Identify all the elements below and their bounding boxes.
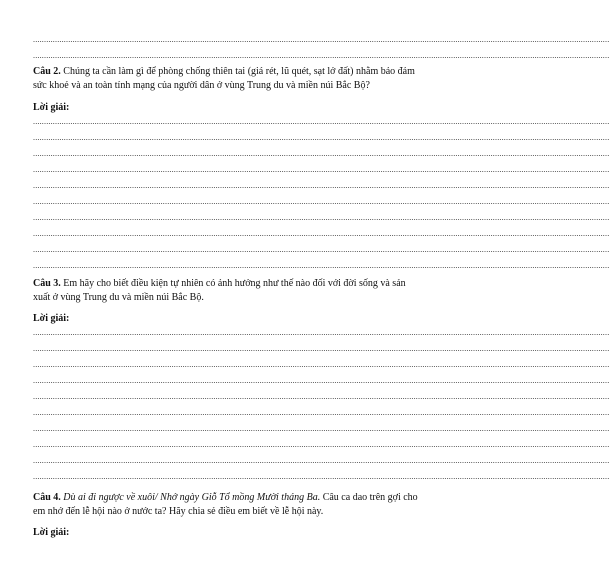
- answer-line: ......................................................................................................................................................................................................................................................................: [33, 133, 609, 142]
- question-3-text: Em hãy cho biết điều kiện tự nhiên có ảnh hưởng như thế nào đối với đời sống và sản xuất ở vùng Trung du và miền núi Bắc Bộ.: [33, 278, 406, 303]
- question-4-answer-label: Lời giải:: [33, 527, 70, 538]
- question-4-text: Câu ca dao trên gợi cho em nhớ đến lễ hội nào ở nước ta? Hãy chia sẻ điều em biết về lễ hội này.: [33, 492, 418, 517]
- answer-line: ......................................................................................................................................................................................................................................................................: [33, 472, 609, 481]
- question-3-label: Câu 3.: [33, 278, 61, 289]
- answer-line: ......................................................................................................................................................................................................................................................................: [33, 376, 609, 385]
- answer-line: ......................................................................................................................................................................................................................................................................: [33, 392, 609, 401]
- answer-line: ......................................................................................................................................................................................................................................................................: [33, 149, 609, 158]
- answer-line: ......................................................................................................................................................................................................................................................................: [33, 440, 609, 449]
- answer-line: ......................................................................................................................................................................................................................................................................: [33, 35, 609, 44]
- answer-line: ......................................................................................................................................................................................................................................................................: [33, 408, 609, 417]
- answer-line: ......................................................................................................................................................................................................................................................................: [33, 229, 609, 238]
- answer-line: ......................................................................................................................................................................................................................................................................: [33, 261, 609, 270]
- answer-line: ......................................................................................................................................................................................................................................................................: [33, 197, 609, 206]
- question-2-text: Chúng ta cần làm gì để phòng chống thiên tai (giá rét, lũ quét, sạt lở đất) nhằm bảo đảm sức khoẻ và an toàn tính mạng của người dân ở vùng Trung du và miền núi Bắc Bộ?: [33, 66, 415, 91]
- question-2-answer-label: Lời giải:: [33, 102, 70, 113]
- answer-line: ......................................................................................................................................................................................................................................................................: [33, 328, 609, 337]
- answer-line: ......................................................................................................................................................................................................................................................................: [33, 51, 609, 60]
- question-4-quote: Dù ai đi ngược về xuôi/ Nhớ ngày Giỗ Tổ mồng Mười tháng Ba.: [60, 492, 321, 503]
- question-4-label: Câu 4.: [33, 492, 61, 503]
- answer-line: ......................................................................................................................................................................................................................................................................: [33, 181, 609, 190]
- question-2-label: Câu 2.: [33, 66, 61, 77]
- answer-line: ......................................................................................................................................................................................................................................................................: [33, 360, 609, 369]
- answer-line: ......................................................................................................................................................................................................................................................................: [33, 165, 609, 174]
- answer-line: ......................................................................................................................................................................................................................................................................: [33, 117, 609, 126]
- answer-line: ......................................................................................................................................................................................................................................................................: [33, 344, 609, 353]
- answer-line: ......................................................................................................................................................................................................................................................................: [33, 213, 609, 222]
- answer-line: ......................................................................................................................................................................................................................................................................: [33, 456, 609, 465]
- question-4: [33, 491, 421, 519]
- answer-line: ......................................................................................................................................................................................................................................................................: [33, 424, 609, 433]
- question-2: [33, 65, 421, 93]
- question-3: [33, 277, 421, 305]
- answer-line: ......................................................................................................................................................................................................................................................................: [33, 245, 609, 254]
- question-3-answer-label: Lời giải:: [33, 313, 70, 324]
